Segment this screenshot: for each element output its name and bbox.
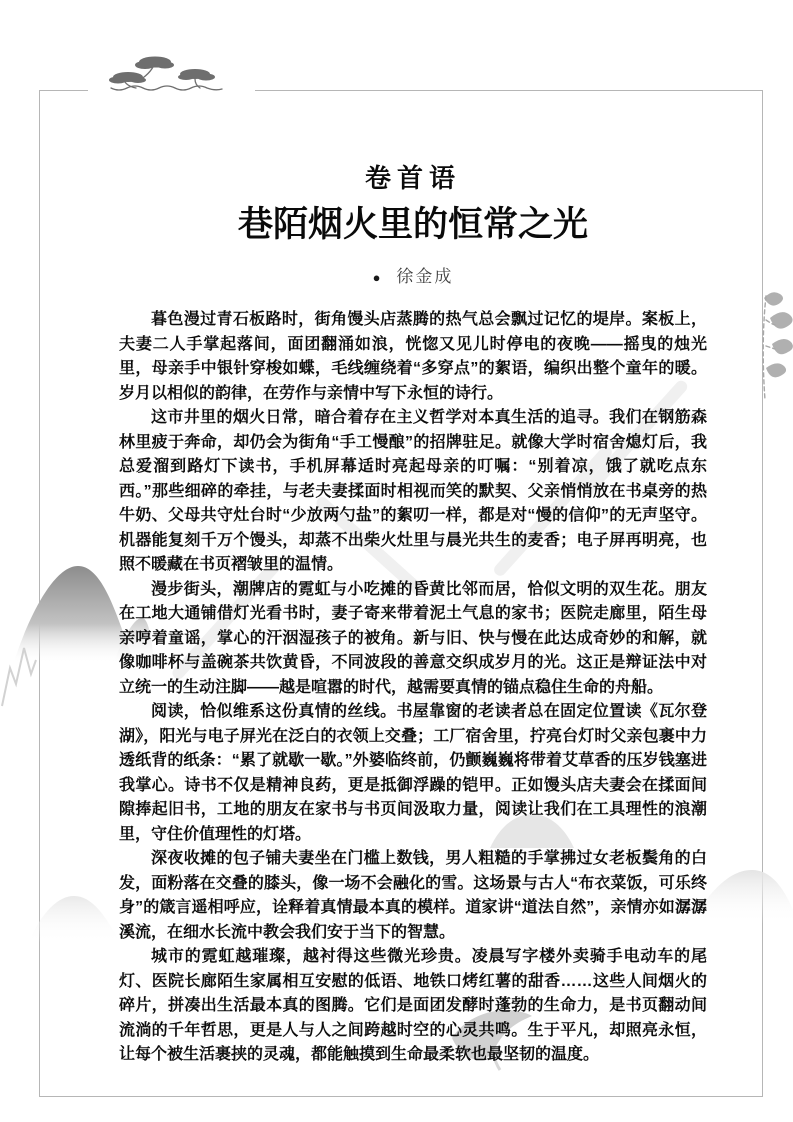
page-border-top-right-segment [255,90,763,91]
article-body [119,308,707,1068]
paragraph-5: 深夜收摊的包子铺夫妻坐在门槛上数钱，男人粗糙的手掌拂过女老板鬓角的白发，面粉落在交叠的膝头，像一场不会融化的雪。这场景与古人“布衣菜饭，可乐终身”的箴言遥相呼应，诠释着真情最本真的模样。道家讲“道法自然”，亲情亦如潺潺溪流，在细水长流中教会我们安于当下的智慧。 [119,850,707,941]
author-line [119,262,707,287]
paragraph-6: 城市的霓虹越璀璨，越衬得这些微光珍贵。凌晨写字楼外卖骑手电动车的尾灯、医院长廊陌生家属相互安慰的低语、地铁口烤红薯的甜香……这些人间烟火的碎片，拼凑出生活最本真的图腾。它们是面团发酵时蓬勃的生命力，是书页翻动间流淌的千年哲思，更是人与人之间跨越时空的心灵共鸣。生于平凡，却照亮永恒，让每个被生活裹挟的灵魂，都能触摸到生命最柔软也最坚韧的温度。 [119,948,707,1063]
paragraph-2: 这市井里的烟火日常，暗合着存在主义哲学对本真生活的追寻。我们在钢筋森林里疲于奔命，却仍会为街角“手工慢酿”的招牌驻足。就像大学时宿舍熄灯后，我总爱溜到路灯下读书，手机屏幕适时亮起母亲的叮嘱：“别着凉，饿了就吃点东西。”那些细碎的牵挂，与老夫妻揉面时相视而笑的默契、父亲悄悄放在书桌旁的热牛奶、父母共守灶台时“少放两勺盐”的絮叨一样，都是对“慢的信仰”的无声坚守。机器能复刻千万个馒头，却蒸不出柴火灶里与晨光共生的麦香；电子屏再明亮，也照不暖藏在书页褶皱里的温情。 [119,409,707,573]
paragraph-3: 漫步街头，潮牌店的霓虹与小吃摊的昏黄比邻而居，恰似文明的双生花。朋友在工地大通铺借灯光看书时，妻子寄来带着泥土气息的家书；医院走廊里，陌生母亲哼着童谣，掌心的汗洇湿孩子的被角。新与旧、快与慢在此达成奇妙的和解，就像咖啡杯与盖碗茶共饮黄昏，不同波段的善意交织成岁月的光。这正是辩证法中对立统一的生动注脚——越是喧嚣的时代，越需要真情的锚点稳住生命的舟船。 [119,580,707,696]
faint-hill-ink-illustration [28,888,120,943]
bullet-icon: ● [372,270,381,285]
paragraph-1: 暮色漫过青石板路时，街角馒头店蒸腾的热气总会飘过记忆的堤岸。案板上，夫妻二人手掌起落间，面团翻涌如浪，恍惚又见儿时停电的夜晚——摇曳的烛光里，母亲手中银针穿梭如蝶，毛线缠绕着“多穿点”的絮语，编织出整个童年的暖。岁月以相似的韵律，在劳作与亲情中写下永恒的诗行。 [119,311,707,402]
pine-trees-ink-illustration [103,52,238,97]
section-label: 卷首语 [364,163,461,193]
author-name: 徐金成 [396,267,454,286]
ridge-ink-illustration [0,630,38,708]
page-title: 巷陌烟火里的恒常之光 [237,205,588,244]
paragraph-4: 阅读，恰似维系这份真情的丝线。书屋靠窗的老读者总在固定位置读《瓦尔登湖》，阳光与电子屏光在泛白的衣领上交叠；工厂宿舍里，拧亮台灯时父亲包裹中力透纸背的纸条：“累了就歇一歇。”外婆临终前，仍颤巍巍将带着艾草香的压岁钱塞进我掌心。诗书不仅是精神良药，更是抵御浮躁的铠甲。正如馒头店夫妻会在揉面间隙捧起旧书，工地的朋友在家书与书页间汲取力量，阅读让我们在工具理性的浪潮里，守住价值理性的灯塔。 [119,703,707,843]
page-border-top-left-segment [39,90,88,91]
pine-branch-ink-illustration [740,286,793,404]
